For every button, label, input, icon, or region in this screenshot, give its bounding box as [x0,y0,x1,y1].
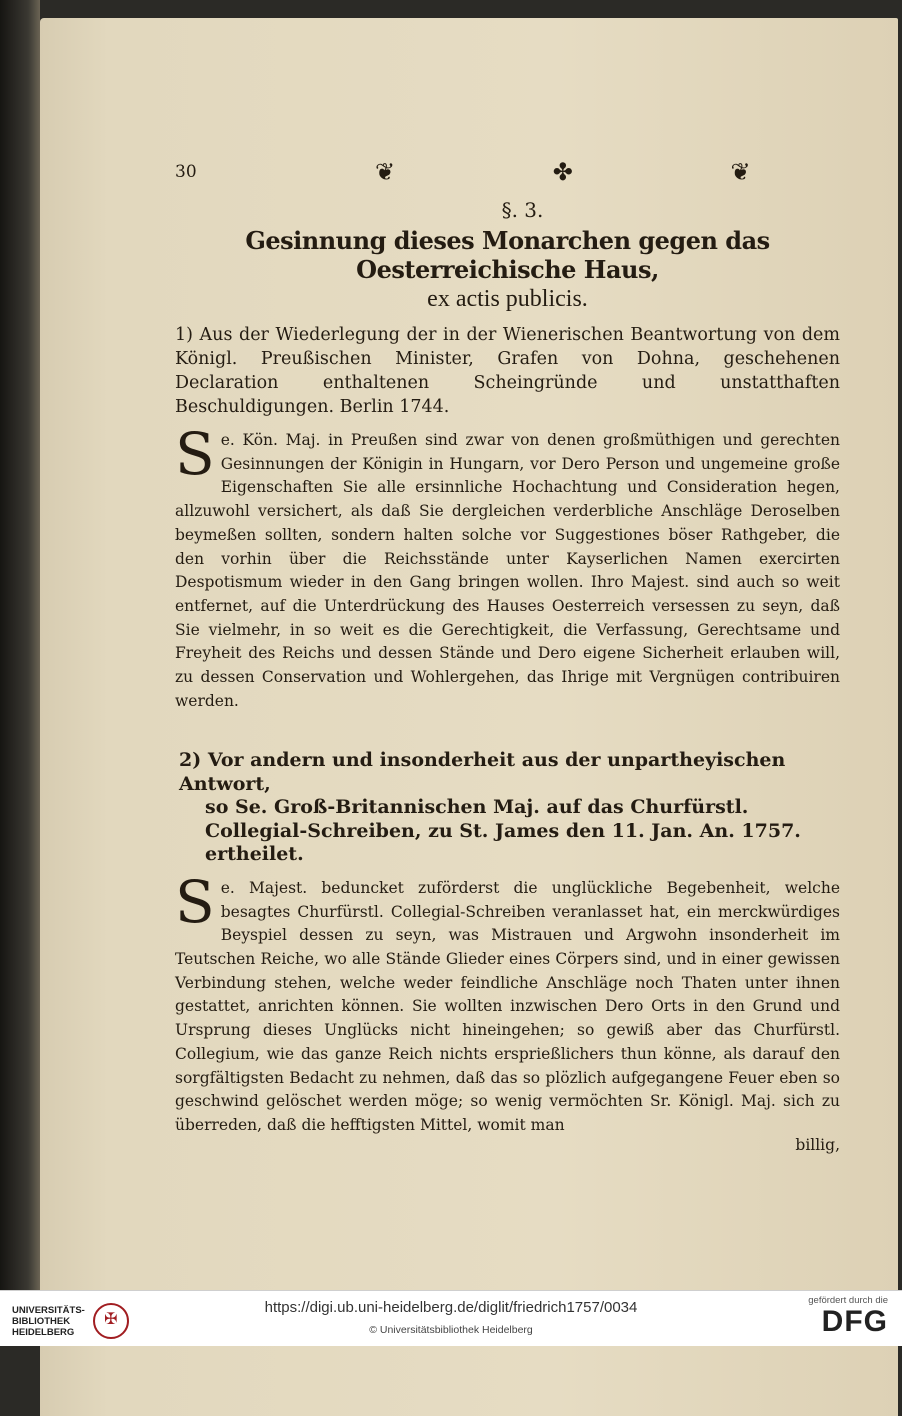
page-number: 30 [175,162,197,182]
book-binding [0,0,40,1290]
page-content [175,150,840,1154]
section-number: §. 3. [501,198,544,222]
heading-line: 2) Vor andern und insonderheit aus der unpartheyischen Antwort, [179,749,786,795]
paragraph-2 [175,867,840,1138]
chapter-subtitle: ex actis publicis. [427,286,588,312]
library-line: BIBLIOTHEK [12,1315,71,1327]
funding-note: gefördert durch die [808,1295,888,1306]
drop-cap: S [175,867,215,936]
section-heading-1: 1) Aus der Wiederlegung der in der Wienerischen Beantwortung von dem Königl. Preußischen Minister, Grafen von Dohna, geschehenen Declaration enthaltenen Scheingründe und unstatthaften Beschuldigungen. Berlin 1744. [175,325,840,417]
chapter-title: Gesinnung dieses Monarchen gegen das Oesterreichische Haus, [245,226,770,284]
paragraph-text: e. Majest. beduncket zuförderst die unglückliche Begebenheit, welche besagtes Churfürstl. Collegial-Schreiben veranlasset hat, ein merckwürdiges Beyspiel dessen zu seyn, was Mistrauen und Argwohn insonderheit im Teutschen Reiche, wo alle Stände Glieder eines Cörpers sind, und in einer gewissen Verbindung stehen, welche weder feindliche Anschläge noch Thaten unter ihnen gestattet, anrichten können. Sie wollten inzwischen Dero Orts in den Grund und Ursprung dieses Unglücks nicht hineingehen; so gewiß aber das Churfürstl. Collegium, wie das ganze Reich nichts ersprießlichers thun könne, als darauf den sorgfältigsten Bedacht zu nehmen, daß das so plözlich aufgegangene Feuer eben so geschwind gelöschet werden möge; so wenig vermöchten Sr. Königl. Maj. sich zu überreden, daß die hefftigsten Mittel, womit man [175,878,840,1134]
heading-continuation: so Se. Groß-Britannischen Maj. auf das Churfürstl. Collegial-Schreiben, zu St. James den 11. Jan. An. 1757. ertheilet. [205,796,801,866]
paragraph-text: e. Kön. Maj. in Preußen sind zwar von denen großmüthigen und gerechten Gesinnungen der Königin in Hungarn, vor Dero Person und ungemeine große Eigenschaften Sie alle ersinnliche Hochachtung und Consideration hegen, allzuwohl versichert, als daß Sie dergleichen verderbliche Anschläge Deroselben beymeßen sollten, sondern halten solche vor Suggestiones böser Rathgeber, die den vorhin über die Reichsstände unter Kayserlichen Namen exercirten Despotismum wieder in den Gang bringen wollen. Ihro Majest. sind auch so weit entfernet, auf die Unterdrückung des Hauses Oesterreich versessen zu seyn, daß Sie vielmehr, in so weit es die Gerechtigkeit, die Verfassung, Gerechtsame und Freyheit des Reichs und dessen Stände und Dero eigene Sicherheit erlauben will, zu dessen Conservation und Wohlergehen, das Ihrige mit Vergnügen contribuiren werden. [175,431,840,710]
viewer-footer [0,1290,902,1346]
page-header [175,150,840,190]
section-heading-2 [175,749,840,867]
copyright-notice: © Universitätsbibliothek Heidelberg [369,1324,533,1336]
dfg-wordmark: DFG [821,1305,888,1338]
university-seal-icon: ✠ [93,1303,129,1339]
permalink-url[interactable]: https://digi.ub.uni-heidelberg.de/diglit/friedrich1757/0034 [264,1299,638,1316]
ornament-icons: ❦ ✤ ❦ [375,158,826,186]
library-line: UNIVERSITÄTS- [12,1304,85,1316]
paragraph-1 [175,420,840,713]
catchword: billig, [795,1135,840,1154]
dfg-logo[interactable] [808,1295,888,1338]
library-line: HEIDELBERG [12,1326,75,1338]
drop-cap: S [175,420,215,488]
